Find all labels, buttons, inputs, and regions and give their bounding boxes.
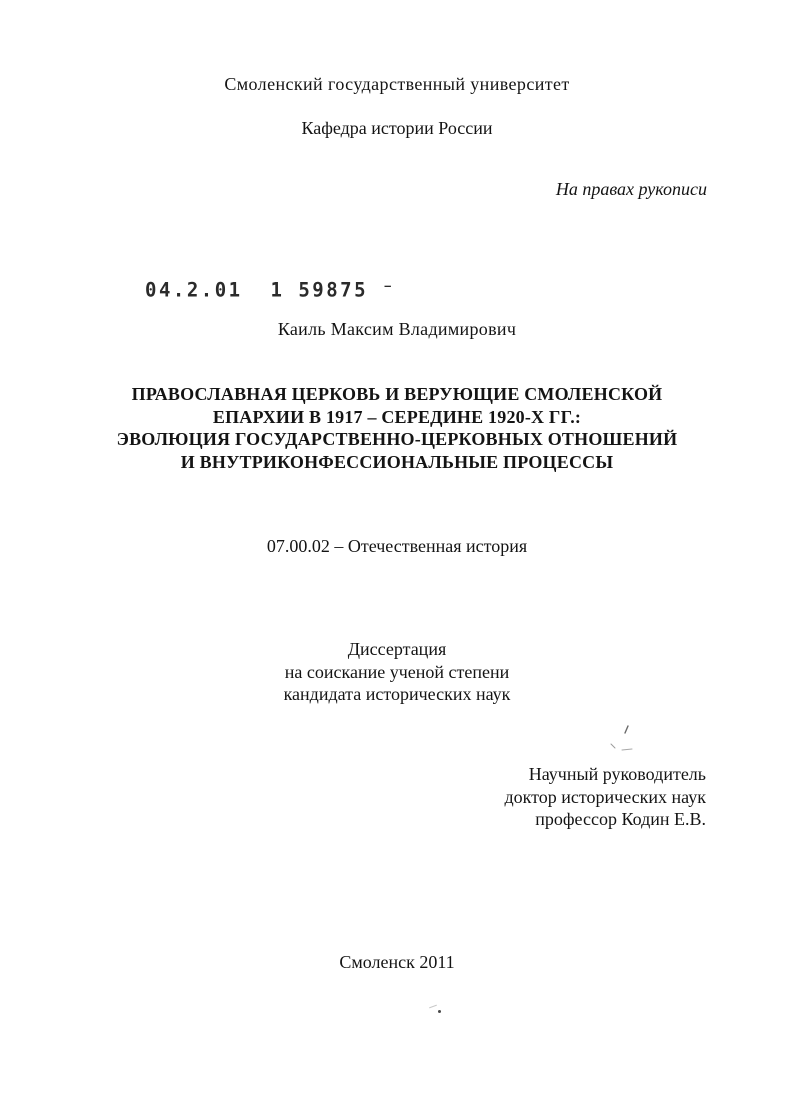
title-line-2: ЕПАРХИИ В 1917 – СЕРЕДИНЕ 1920-Х ГГ.:: [212, 406, 582, 427]
title-line-1: ПРАВОСЛАВНАЯ ЦЕРКОВЬ И ВЕРУЮЩИЕ СМОЛЕНСКОЙ: [131, 384, 663, 404]
dissertation-title: [0, 383, 794, 473]
title-line-4: И ВНУТРИКОНФЕССИОНАЛЬНЫЕ ПРОЦЕССЫ: [180, 451, 614, 472]
pencil-mark-artifact: [602, 724, 642, 756]
degree-line-3: кандидата исторических наук: [283, 684, 511, 704]
manuscript-rights-note: На правах рукописи: [555, 179, 707, 199]
university-name: Смоленский государственный университет: [224, 74, 570, 94]
author-name: Каиль Максим Владимирович: [277, 319, 517, 339]
department-name: Кафедра истории России: [301, 118, 493, 138]
degree-line-2: на соискание ученой степени: [284, 661, 510, 682]
supervisor-info: [505, 763, 707, 831]
supervisor-line-3: профессор Кодин Е.В.: [535, 809, 706, 829]
scan-speck-artifact: [438, 1010, 441, 1013]
library-stamp-number: 04.2.01 1 59875 ⁻: [145, 278, 396, 302]
supervisor-line-1: Научный руководитель: [528, 764, 706, 784]
specialty-code: 07.00.02 – Отечественная история: [266, 536, 528, 556]
city-and-year: Смоленск 2011: [339, 952, 455, 972]
degree-line-1: Диссертация: [347, 639, 447, 659]
title-line-3: ЭВОЛЮЦИЯ ГОСУДАРСТВЕННО-ЦЕРКОВНЫХ ОТНОШЕНИЙ: [116, 429, 678, 449]
degree-statement: [0, 638, 794, 706]
supervisor-line-2: доктор исторических наук: [504, 786, 706, 807]
